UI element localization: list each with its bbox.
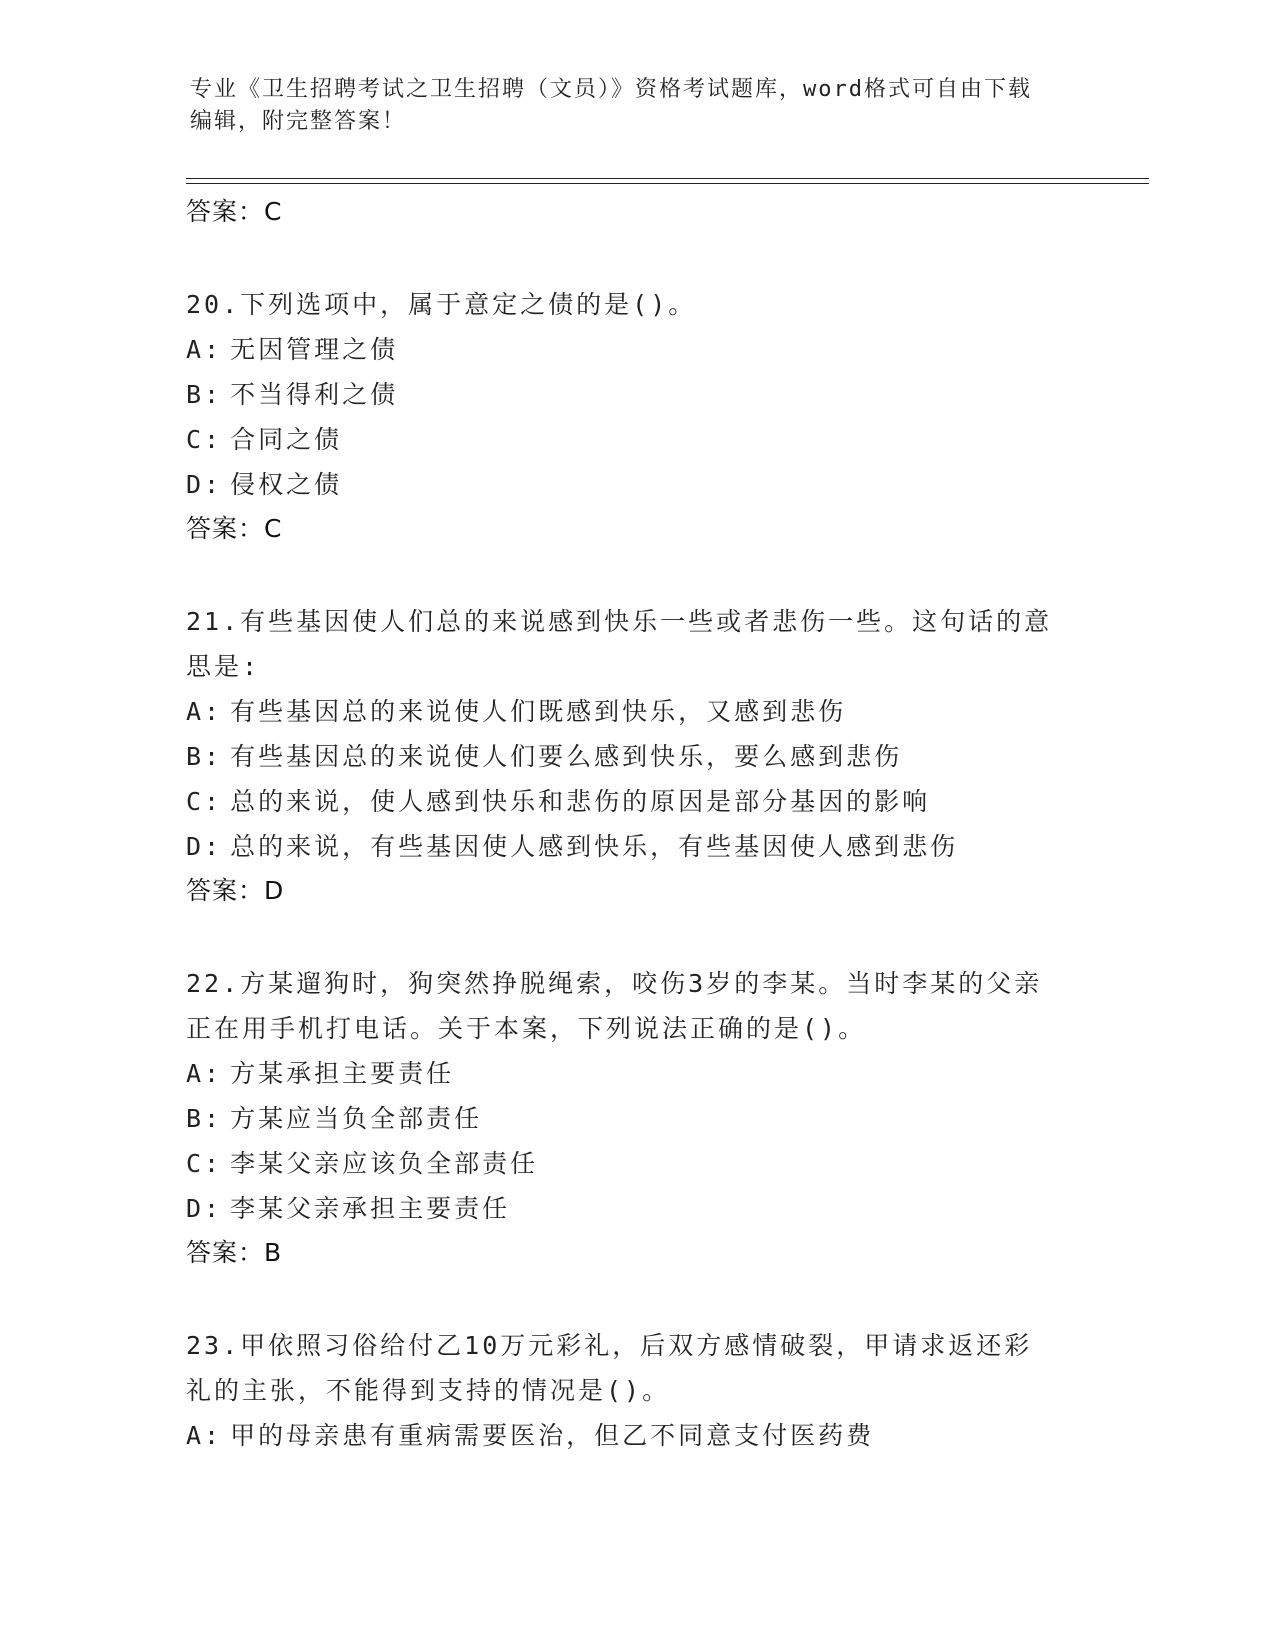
question-23 [186,1323,1086,1458]
option-a [186,327,1086,372]
option-text: 李某父亲应该负全部责任 [230,1149,539,1178]
question-20 [186,282,1086,551]
option-text: 有些基因总的来说使人们既感到快乐，又感到悲伤 [230,697,847,726]
header-rule-bottom [186,183,1149,184]
question-text-cont: 礼的主张，不能得到支持的情况是()。 [186,1376,671,1405]
question-text: 23.甲依照习俗给付乙10万元彩礼，后双方感情破裂，甲请求返还彩 [186,1331,1033,1360]
option-label: D: [186,1194,223,1223]
option-text: 总的来说，使人感到快乐和悲伤的原因是部分基因的影响 [230,787,931,816]
option-text: 甲的母亲患有重病需要医治，但乙不同意支付医药费 [230,1421,875,1450]
header-line-2: 编辑，附完整答案！ [190,109,407,134]
spacer [186,1275,1086,1323]
option-label: C: [186,1149,223,1178]
option-a [186,689,1086,734]
option-label: B: [186,1104,223,1133]
question-list [186,190,1086,1458]
option-text: 侵权之债 [230,470,343,499]
option-label: A: [186,1059,223,1088]
spacer [186,913,1086,961]
option-d [186,462,1086,507]
question-text-cont: 正在用手机打电话。关于本案，下列说法正确的是()。 [186,1014,867,1043]
spacer [186,234,1086,282]
question-text: 20.下列选项中，属于意定之债的是()。 [186,290,697,319]
option-text: 方某承担主要责任 [230,1059,455,1088]
question-22 [186,961,1086,1275]
option-b [186,734,1086,779]
option-label: A: [186,697,223,726]
header-line-1: 专业《卫生招聘考试之卫生招聘（文员）》资格考试题库，word格式可自由下载 [190,77,1032,102]
option-label: D: [186,832,223,861]
question-text: 21.有些基因使人们总的来说感到快乐一些或者悲伤一些。这句话的意 [186,607,1053,636]
answer: 答案：C [186,514,283,543]
option-label: B: [186,742,223,771]
option-b [186,1096,1086,1141]
question-21 [186,599,1086,913]
header-rule-top [186,178,1149,179]
option-text: 方某应当负全部责任 [230,1104,483,1133]
option-label: B: [186,380,223,409]
option-label: A: [186,335,223,364]
option-a [186,1051,1086,1096]
option-text: 合同之债 [230,425,343,454]
option-label: C: [186,425,223,454]
option-text: 有些基因总的来说使人们要么感到快乐，要么感到悲伤 [230,742,903,771]
option-b [186,372,1086,417]
option-a [186,1413,1086,1458]
option-d [186,1186,1086,1231]
option-label: C: [186,787,223,816]
option-text: 不当得利之债 [230,380,399,409]
option-label: A: [186,1421,223,1450]
spacer [186,551,1086,599]
document-header [190,74,1090,138]
option-label: D: [186,470,223,499]
answer: 答案：B [186,1238,283,1267]
option-text: 无因管理之债 [230,335,399,364]
option-c [186,417,1086,462]
question-text-cont: 思是: [186,652,261,681]
option-text: 总的来说，有些基因使人感到快乐，有些基因使人感到悲伤 [230,832,959,861]
option-text: 李某父亲承担主要责任 [230,1194,511,1223]
previous-answer: 答案：C [186,197,283,226]
option-d [186,824,1086,869]
option-c [186,1141,1086,1186]
option-c [186,779,1086,824]
answer: 答案：D [186,876,285,905]
question-text: 22.方某遛狗时，狗突然挣脱绳索，咬伤3岁的李某。当时李某的父亲 [186,969,1043,998]
